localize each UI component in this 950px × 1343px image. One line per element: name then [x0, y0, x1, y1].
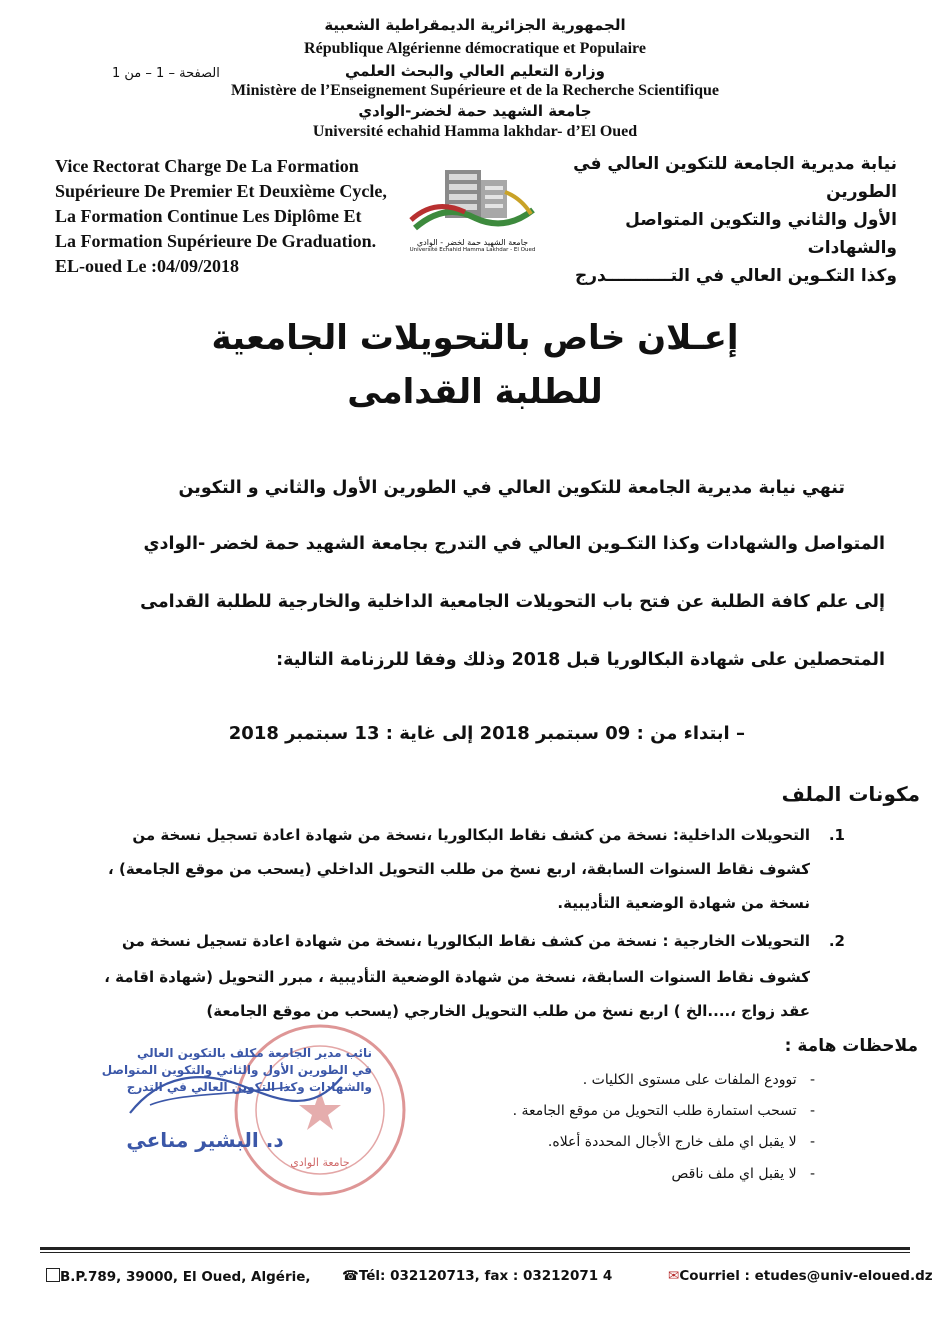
- header-fr-university: Université echahid Hamma lakhdar- d’El Oued: [312, 123, 638, 140]
- footer-address-text: B.P.789, 39000, El Oued, Algérie,: [60, 1269, 311, 1285]
- footer-rule-thin: [40, 1252, 910, 1253]
- signatory-stamp-line: في الطورين الأول والثاني والتكوين المتواصل: [101, 1063, 372, 1077]
- vice-rectorat-line: La Formation Supérieure De Graduation.: [55, 231, 377, 251]
- mailbox-icon: [46, 1268, 60, 1282]
- schedule-line: – ابتداء من : 09 سبتمبر 2018 إلى غاية : 13 سبتمبر 2018: [228, 723, 745, 744]
- phone-icon: ☎: [342, 1268, 359, 1284]
- file-item-1-line: كشوف نقاط السنوات السابقة، اربع نسخ من طلب التحويل الداخلي (يسحب من موقع الجامعة) ،: [108, 860, 810, 878]
- note-bullet: -: [796, 1072, 815, 1088]
- university-logo: [405, 162, 540, 257]
- intro-line: المتواصل والشهادات وكذا التكـوين العالي في التدرج بجامعة الشهيد حمة لخضر -الوادي: [143, 534, 885, 554]
- note-text: تسحب استمارة طلب التحويل من موقع الجامعة .: [512, 1103, 797, 1119]
- header-ar-ministry: وزارة التعليم العالي والبحث العلمي: [344, 62, 606, 80]
- signatory-stamp-line: والشهادات وكذا التكوين العالي في التدرج: [126, 1080, 372, 1094]
- file-item-2-line: عقد زواج ،....الخ ) اربع نسخ من طلب التحويل الخارجي (يسحب من موقع الجامعة): [206, 1002, 810, 1020]
- vice-rectorat-block: [55, 154, 395, 279]
- vice-rectorat-line: Supérieure De Premier Et Deuxième Cycle,: [55, 181, 387, 201]
- footer-email: [668, 1268, 933, 1284]
- note-item: [440, 1166, 815, 1182]
- note-text: توودع الملفات على مستوى الكليات .: [582, 1072, 797, 1088]
- note-text: لا يقبل اي ملف ناقص: [671, 1166, 797, 1182]
- footer-rule: [40, 1247, 910, 1250]
- intro-line: المتحصلين على شهادة البكالوريا قبل 2018 وذلك وفقا للرزنامة التالية:: [276, 650, 885, 670]
- announcement-title-line1: إعـلان خاص بالتحويلات الجامعية: [211, 318, 739, 358]
- ar-department-line: نيابة مديرية الجامعة للتكوين العالي في الطورين: [573, 154, 897, 202]
- university-logo-icon: [405, 162, 540, 234]
- email-icon: ✉: [668, 1268, 680, 1284]
- header-ar-republic: الجمهورية الجزائرية الديمقراطية الشعبية: [324, 16, 626, 34]
- announcement-title-line2: للطلبة القدامى: [347, 372, 603, 412]
- footer-email-text: Courriel : etudes@univ-eloued.dz: [679, 1268, 933, 1284]
- header-ar-university: جامعة الشهيد حمة لخضر-الوادي: [358, 102, 592, 120]
- file-item-2-line: كشوف نقاط السنوات السابقة، نسخة من شهادة الوضعية التأديبية ، مبرر التحويل (شهادة اقامة ،: [104, 968, 810, 986]
- ar-department-line: الأول والثاني والتكوين المتواصل والشهادات: [625, 210, 897, 258]
- round-stamp-text: جامعة الوادي: [290, 1156, 350, 1169]
- note-item: [440, 1072, 815, 1088]
- note-item: [440, 1103, 815, 1119]
- footer-phone-text: Tél: 032120713, fax : 03212071 4: [358, 1268, 613, 1284]
- note-text: لا يقبل اي ملف خارج الأجال المحددة أعلاه.: [547, 1134, 797, 1150]
- signature-stroke-icon: [120, 1065, 350, 1125]
- note-bullet: -: [796, 1166, 815, 1182]
- intro-line: إلى علم كافة الطلبة عن فتح باب التحويلات الجامعية الداخلية والخارجية للطلبة القدامى: [140, 592, 885, 612]
- ar-department-line: وكذا التكـوين العالي في التـــــــــــدرج: [575, 266, 897, 286]
- page-number: الصفحة – 1 – من 1: [112, 66, 220, 81]
- file-components-heading: مكونات الملف: [781, 782, 920, 806]
- note-item: [440, 1134, 815, 1150]
- header-fr-ministry: Ministère de l’Enseignement Supérieure et de la Recherche Scientifique: [231, 82, 719, 99]
- file-item-2-line: التحويلات الخارجية : نسخة من كشف نقاط البكالوريا ،نسخة من شهادة اعادة تسجيل نسخة من: [122, 932, 810, 950]
- notes-heading: ملاحظات هامة :: [784, 1036, 918, 1056]
- file-item-1-line: التحويلات الداخلية: نسخة من كشف نقاط البكالوريا ،نسخة من شهادة اعادة تسجيل نسخة من: [132, 826, 810, 844]
- document-date: EL-oued Le :04/09/2018: [55, 256, 240, 276]
- logo-caption-ar: جامعة الشهيد حمة لخضر - الوادي: [416, 238, 529, 247]
- footer-address: [46, 1268, 311, 1285]
- vice-rectorat-line: Vice Rectorat Charge De La Formation: [55, 156, 359, 176]
- logo-caption-fr: Université Echahid Hamma Lakhdar - El Oued: [409, 247, 536, 253]
- footer-phone: [342, 1268, 612, 1284]
- signatory-name: د. البشير مناعي: [126, 1128, 284, 1152]
- note-bullet: -: [796, 1134, 815, 1150]
- header-fr-republic: République Algérienne démocratique et Populaire: [304, 40, 646, 57]
- file-item-1-number: .1: [828, 826, 845, 844]
- file-item-2-number: .2: [828, 932, 845, 950]
- handwritten-signature: [120, 1065, 350, 1125]
- intro-line: تنهي نيابة مديرية الجامعة للتكوين العالي في الطورين الأول والثاني و التكوين: [178, 478, 845, 498]
- vice-rectorat-line: La Formation Continue Les Diplôme Et: [55, 206, 362, 226]
- ar-department-block: [545, 150, 897, 290]
- file-item-1-line: نسخة من شهادة الوضعية التأديبية.: [557, 894, 810, 912]
- signatory-stamp-line: نائب مدير الجامعة مكلف بالتكوين العالي: [136, 1046, 372, 1060]
- note-bullet: -: [796, 1103, 815, 1119]
